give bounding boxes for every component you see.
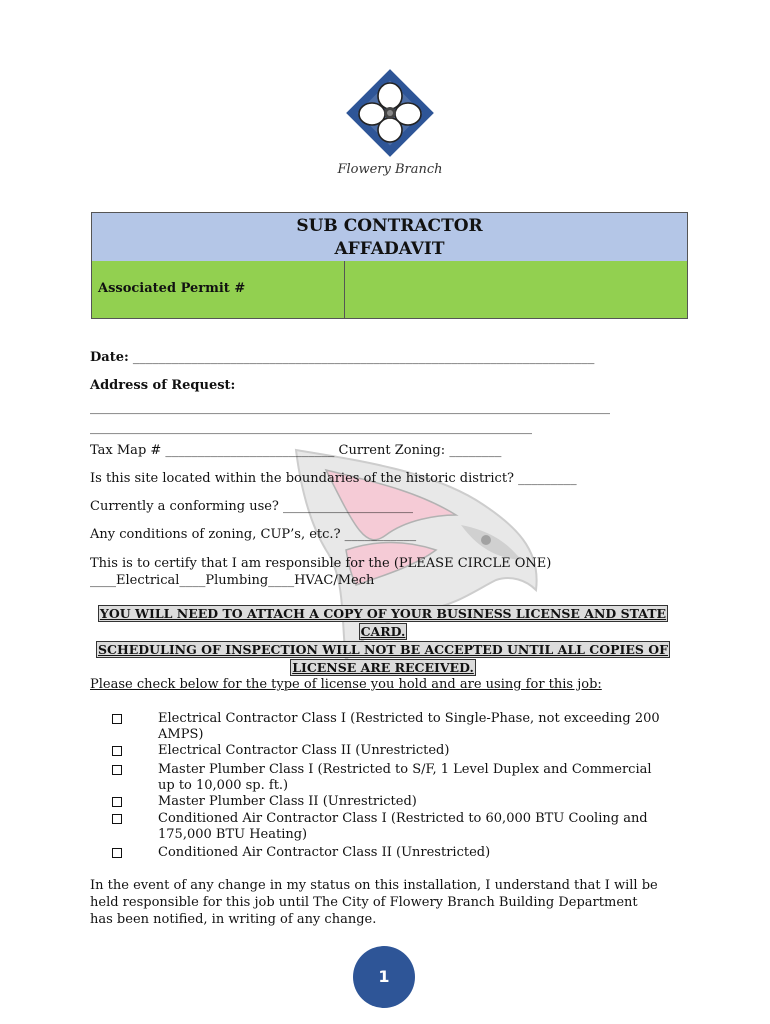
- permit-label: Associated Permit #: [92, 261, 345, 318]
- closing-line-3: has been notified, in writing of any change.: [90, 912, 377, 927]
- notice-2-line-b: LICENSE ARE RECEIVED.: [292, 660, 474, 675]
- closing-line-2: held responsible for this job until The City of Flowery Branch Building Department: [90, 895, 638, 910]
- closing-statement: [90, 877, 682, 928]
- permit-input-cell[interactable]: [345, 261, 687, 318]
- permit-row: [91, 261, 688, 319]
- inspection-notice: [90, 641, 676, 677]
- license-checkbox-4[interactable]: [112, 797, 122, 807]
- address-line-2[interactable]: ____________________________________________________________________: [90, 420, 532, 435]
- tax-map-zoning-field[interactable]: Tax Map # __________________________ Current Zoning: ________: [90, 443, 502, 458]
- license-5-line-1: Conditioned Air Contractor Class I (Restricted to 60,000 BTU Cooling and: [158, 811, 648, 826]
- address-line-1[interactable]: ________________________________________________________________________________: [90, 400, 610, 415]
- license-4-line-1: Master Plumber Class II (Unrestricted): [158, 794, 417, 809]
- date-field[interactable]: [90, 350, 594, 365]
- logo-text: Flowery Branch: [337, 162, 443, 177]
- trade-circle-options[interactable]: ____Electrical____Plumbing____HVAC/Mech: [90, 573, 375, 588]
- license-1-line-2: AMPS): [158, 727, 204, 742]
- license-5-line-2: 175,000 BTU Heating): [158, 827, 308, 842]
- title-line-2: AFFADAVIT: [334, 239, 445, 259]
- license-3-line-2: up to 10,000 sp. ft.): [158, 778, 289, 793]
- dogwood-flower-logo-icon: [337, 72, 443, 184]
- license-checkbox-1[interactable]: [112, 714, 122, 724]
- license-checkbox-2[interactable]: [112, 746, 122, 756]
- historic-district-field[interactable]: Is this site located within the boundaries of the historic district? _________: [90, 471, 577, 486]
- license-prompt: Please check below for the type of license you hold and are using for this job:: [90, 677, 602, 692]
- certify-statement: This is to certify that I am responsible for the (PLEASE CIRCLE ONE): [90, 556, 552, 571]
- license-checkbox-5[interactable]: [112, 814, 122, 824]
- license-3-line-1: Master Plumber Class I (Restricted to S/F, 1 Level Duplex and Commercial: [158, 762, 652, 777]
- notice-1-line-a: YOU WILL NEED TO ATTACH A COPY OF YOUR BUSINESS LICENSE AND STATE: [99, 606, 667, 621]
- address-label: Address of Request:: [90, 378, 236, 393]
- license-attach-notice: [90, 605, 676, 641]
- notice-1-line-b: CARD.: [360, 624, 406, 639]
- zoning-conditions-field[interactable]: Any conditions of zoning, CUP’s, etc.? ___________: [90, 527, 417, 542]
- page-number-badge: 1: [353, 946, 415, 1008]
- form-title: [91, 212, 688, 262]
- conforming-use-field[interactable]: Currently a conforming use? ____________________: [90, 499, 414, 514]
- license-2-line-1: Electrical Contractor Class II (Unrestricted): [158, 743, 450, 758]
- license-item-5: [158, 811, 678, 843]
- license-checkbox-3[interactable]: [112, 765, 122, 775]
- license-item-2: [158, 743, 678, 759]
- closing-line-1: In the event of any change in my status on this installation, I understand that I will be: [90, 878, 658, 893]
- license-item-6: [158, 845, 678, 861]
- notice-2-line-a: SCHEDULING OF INSPECTION WILL NOT BE ACCEPTED UNTIL ALL COPIES OF: [97, 642, 669, 657]
- title-line-1: SUB CONTRACTOR: [296, 216, 483, 236]
- license-item-3: [158, 762, 678, 794]
- date-blank[interactable]: _______________________________________________________________________: [132, 350, 595, 365]
- license-checkbox-6[interactable]: [112, 848, 122, 858]
- license-item-1: [158, 711, 678, 743]
- license-1-line-1: Electrical Contractor Class I (Restricted to Single-Phase, not exceeding 200: [158, 711, 660, 726]
- license-item-4: [158, 794, 678, 810]
- date-label: Date:: [90, 350, 129, 365]
- license-6-line-1: Conditioned Air Contractor Class II (Unrestricted): [158, 845, 491, 860]
